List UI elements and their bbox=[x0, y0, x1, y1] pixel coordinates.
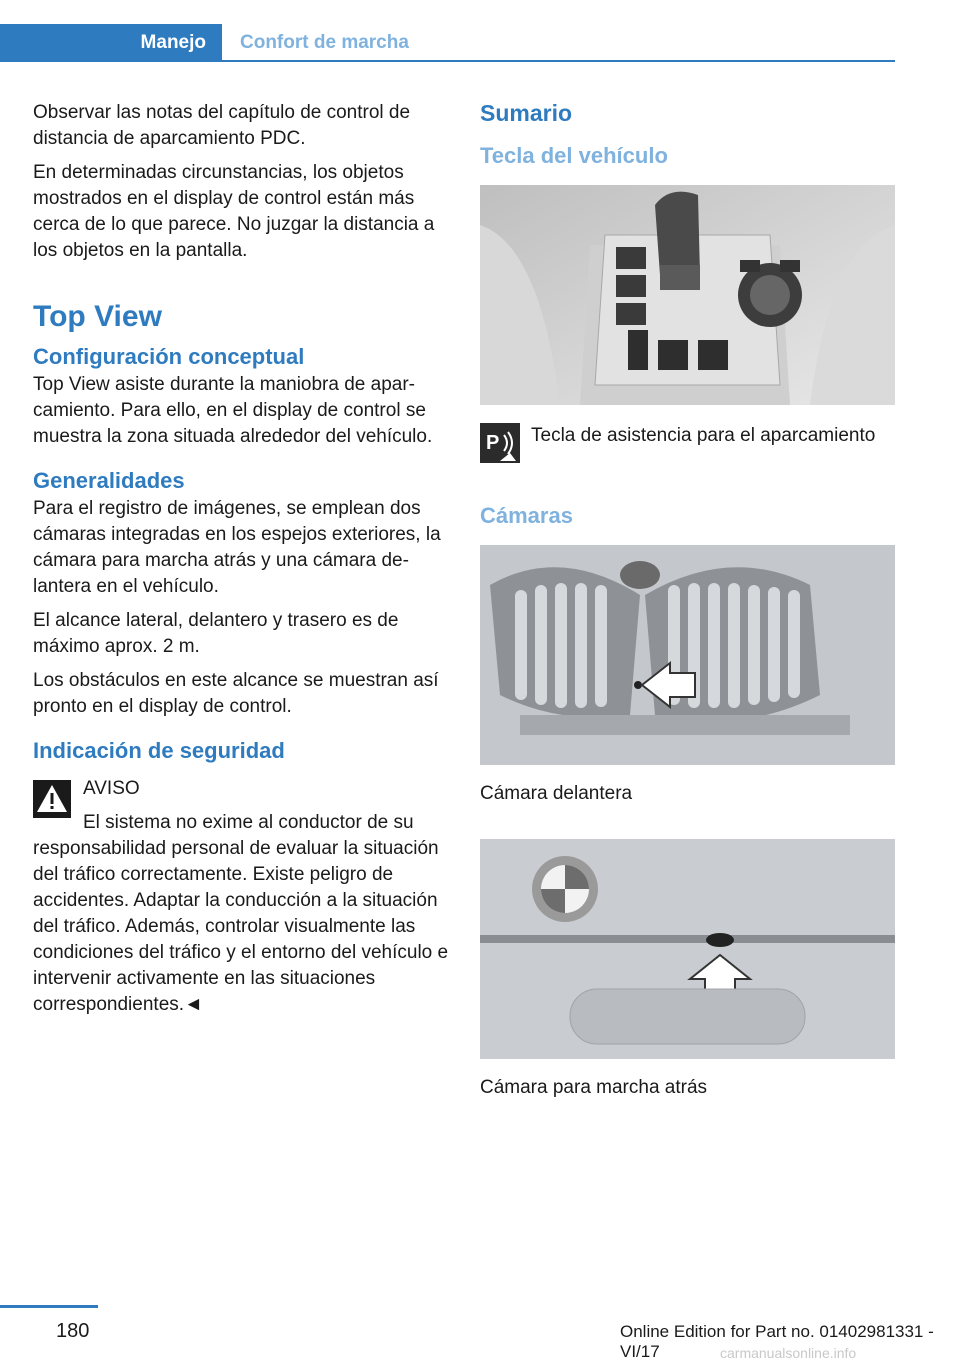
footer-rule bbox=[0, 1305, 98, 1308]
heading-summary: Sumario bbox=[480, 100, 573, 126]
paragraph-general-2: El alcance lateral, delantero y trasero es de máximo aprox. 2 m. bbox=[33, 610, 399, 657]
paragraph-general-3: Los obstáculos en este alcance se muestran así pronto en el display de control. bbox=[33, 670, 439, 717]
paragraph-general-1: Para el registro de imágenes, se emplean dos cámaras integradas en los espejos exteriores, la cámara para marcha atrás y una cámara delantera en el vehículo. bbox=[33, 498, 441, 597]
photo-rear-camera bbox=[480, 839, 895, 1059]
photo-center-console bbox=[480, 185, 895, 405]
tab-manejo: Manejo bbox=[0, 24, 222, 62]
key-caption: Tecla de asistencia para el aparcamiento bbox=[531, 425, 876, 446]
parking-assist-icon bbox=[480, 423, 520, 463]
paragraph-distance-note: En determinadas circunstancias, los objetos mostrados en el display de control están más cerca de lo que parece. No juzgar la distancia a los objetos en la pantalla. bbox=[33, 162, 435, 261]
paragraph-pdc-note: Observar las notas del capítulo de control de distancia de aparcamiento PDC. bbox=[33, 102, 411, 149]
heading-general: Generalidades bbox=[33, 468, 185, 493]
photo-front-camera bbox=[480, 545, 895, 765]
page-number: 180 bbox=[56, 1320, 90, 1342]
warning-icon bbox=[33, 780, 71, 818]
edition-note: Online Edition for Part no. 01402981331 - VI/17 bbox=[620, 1322, 934, 1361]
section-title-top-view: Top View bbox=[33, 300, 162, 333]
paragraph-concept: Top View asiste durante la maniobra de aparcamiento. Para ello, en el display de control se muestra la zona situada alrededor del vehículo. bbox=[33, 374, 433, 447]
watermark: carmanualsonline.info bbox=[720, 1345, 857, 1361]
warning-title: AVISO bbox=[83, 778, 140, 799]
tab-confort-de-marcha: Confort de marcha bbox=[240, 32, 409, 53]
heading-cameras: Cámaras bbox=[480, 503, 573, 528]
warning-text: El sistema no exime al conductor de su responsabilidad personal de evaluar la situación del tráfico correctamente. Existe peligro de accidentes. Adaptar la conducción a la situación del tráfico. Además, controlar visualmente las condiciones del tráfico y el entorno del vehículo e intervenir activamente en las situaciones correspondientes.◄ bbox=[33, 812, 449, 1015]
front-camera-caption: Cámara delantera bbox=[480, 783, 633, 804]
warning-block bbox=[33, 776, 451, 1018]
left-column bbox=[33, 100, 451, 1026]
heading-concept: Configuración conceptual bbox=[33, 344, 305, 369]
svg-text:P: P bbox=[486, 432, 500, 454]
key-caption-row bbox=[480, 423, 895, 463]
heading-vehicle-key: Tecla del vehículo bbox=[480, 143, 668, 168]
page-header bbox=[0, 24, 895, 62]
rear-camera-caption: Cámara para marcha atrás bbox=[480, 1077, 708, 1098]
heading-safety: Indicación de seguridad bbox=[33, 738, 285, 763]
right-column bbox=[480, 100, 895, 1133]
header-rule bbox=[0, 60, 895, 62]
